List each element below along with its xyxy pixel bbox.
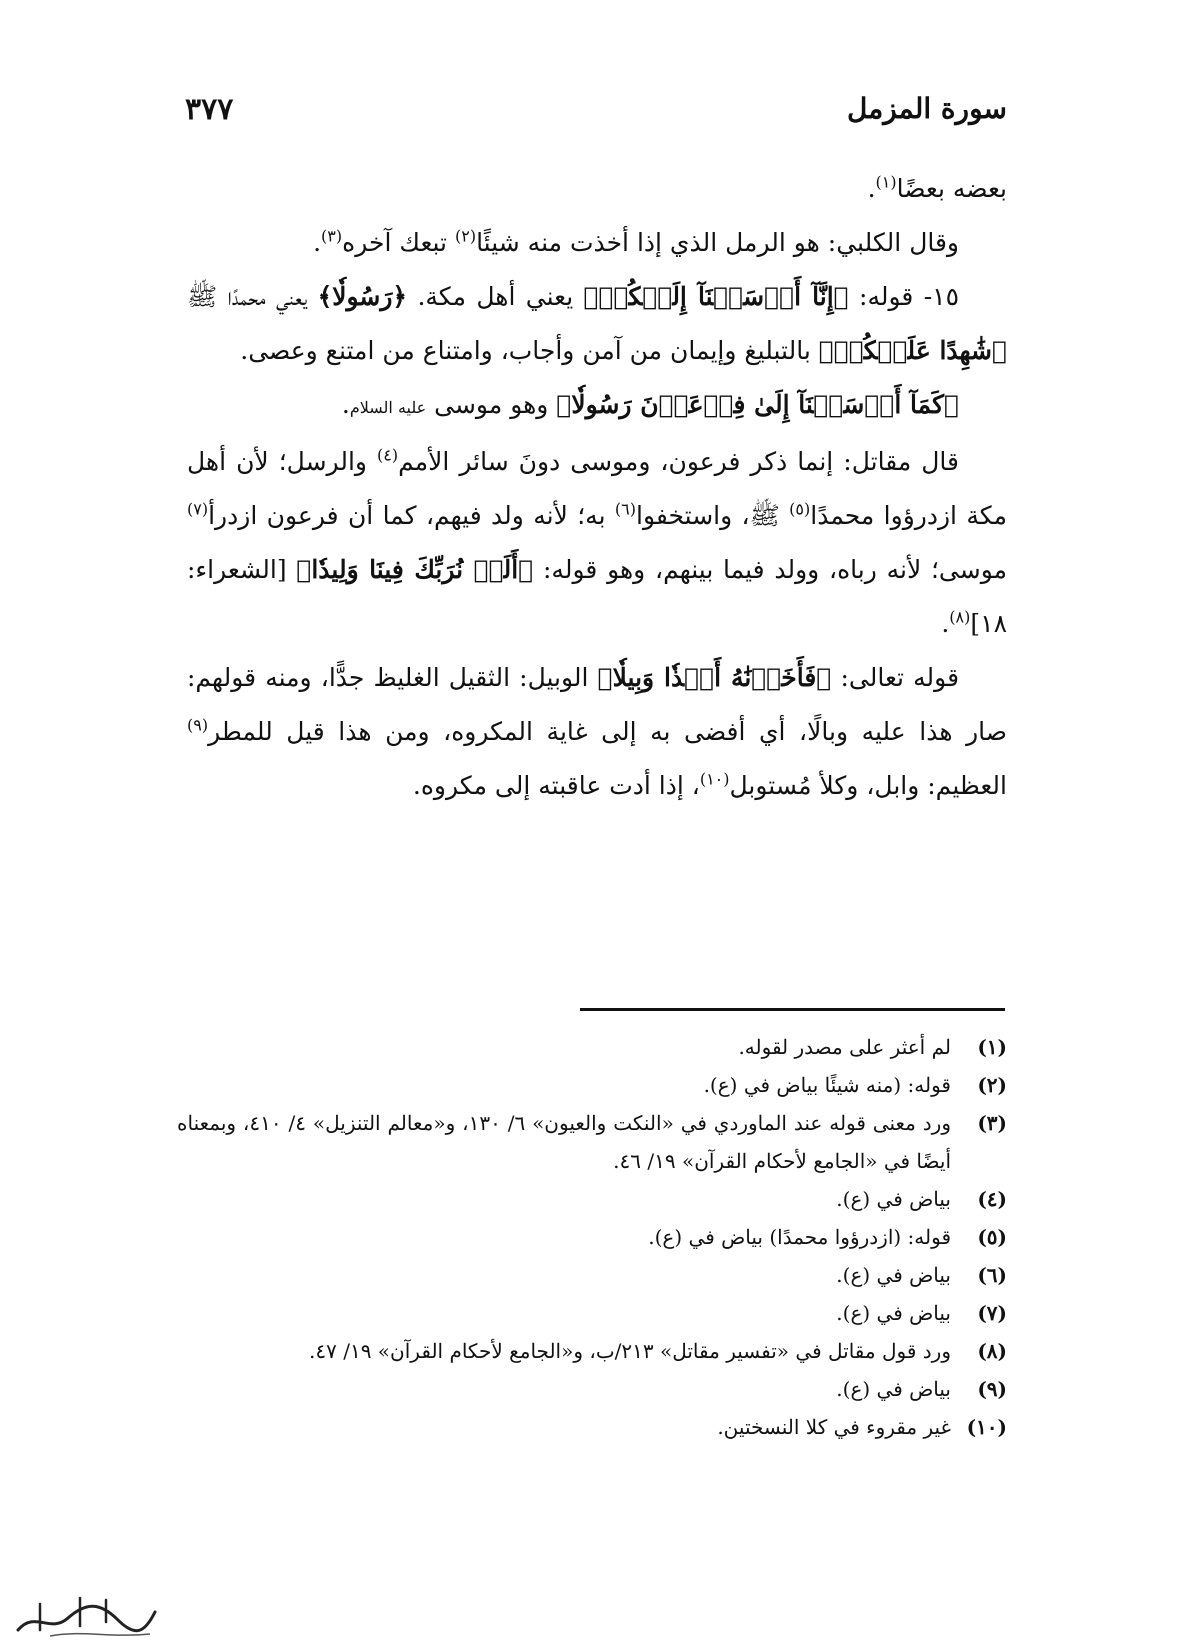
- footnote-number: (٩): [977, 1377, 1007, 1401]
- footnote-ref-1: (١): [875, 172, 897, 192]
- quran-quote: ﴿كَمَآ أَرۡسَلۡنَآ إِلَىٰ فِرۡعَوۡنَ رَسُولٗا﴾: [556, 390, 959, 419]
- text: تبعك آخره: [342, 228, 455, 257]
- text: قوله تعالى:: [831, 663, 960, 692]
- footnote: [177, 1332, 1007, 1370]
- footnote-ref-6: (٦): [614, 499, 636, 519]
- text: موسى؛ لأنه رباه، وولد فيما بينهم، وهو قوله:: [533, 555, 1007, 584]
- quran-quote: ﴿رَسُولٗا﴾: [317, 282, 408, 311]
- text: وهو موسى: [426, 390, 557, 419]
- footnote-ref-8: (٨): [949, 607, 971, 627]
- footnote-number: (٣): [977, 1111, 1007, 1135]
- text: .: [341, 390, 350, 419]
- footnote-ref-10: (١٠): [699, 769, 730, 789]
- footnote-text: بياض في (ع).: [836, 1263, 951, 1287]
- footnote-text: لم أعثر على مصدر لقوله.: [738, 1035, 951, 1059]
- text: العظيم: وابل، وكلأ مُستوبل: [729, 771, 1007, 800]
- text: يعني محمدًا: [217, 282, 318, 311]
- page-number: ٣٧٧: [185, 92, 234, 127]
- text: .: [313, 228, 322, 257]
- footnote-number: (١): [977, 1035, 1007, 1059]
- quran-quote: ﴿إِنَّآ أَرۡسَلۡنَآ إِلَيۡكُمۡ﴾: [583, 282, 849, 311]
- main-text: [187, 162, 1007, 813]
- text: بالتبليغ وإيمان من آمن وأجاب، وامتناع من امتنع وعصى.: [240, 336, 819, 365]
- footnote: [177, 1104, 1007, 1180]
- footnote-number: (٤): [977, 1187, 1007, 1211]
- text: يعني أهل مكة.: [407, 282, 584, 311]
- footnote-text: قوله: (منه شيئًا بياض في (ع).: [703, 1073, 951, 1097]
- footnote-text: بياض في (ع).: [836, 1187, 951, 1211]
- footnote-ref-7: (٧): [187, 499, 209, 519]
- quran-quote: ﴿شَٰهِدًا عَلَيۡكُمۡ﴾: [818, 336, 1007, 365]
- text: ١٥- قوله:: [848, 282, 959, 311]
- footnote: [177, 1256, 1007, 1294]
- footnote-text: غير مقروء في كلا النسختين.: [717, 1415, 951, 1439]
- footnote-ref-2: (٢): [454, 226, 477, 246]
- text: ، إذا أدت عاقبته إلى مكروه.: [412, 771, 700, 800]
- paragraph-1: [187, 162, 1007, 216]
- footnote: [177, 1370, 1007, 1408]
- text: ، واستخفوا: [636, 501, 750, 530]
- footnote: [177, 1180, 1007, 1218]
- footnote-ref-9: (٩): [187, 715, 209, 735]
- footnote: [177, 1408, 1007, 1446]
- footnote-number: (٨): [977, 1339, 1007, 1363]
- footnote: [177, 1066, 1007, 1104]
- surah-title: سورة المزمل: [846, 92, 1007, 125]
- publisher-logo: [10, 1590, 160, 1640]
- footnote-text: قوله: (ازدرؤوا محمدًا) بياض في (ع).: [648, 1225, 951, 1249]
- paragraph-3: [187, 270, 1007, 378]
- footnote: [177, 1294, 1007, 1332]
- text: الوبيل: الثقيل الغليظ جدًّا، ومنه قولهم: صار هذا عليه وبالًا، أي أفضى به إلى غاية المكروه، ومن هذا قيل للمطر: [187, 663, 1007, 746]
- footnote: [177, 1028, 1007, 1066]
- text: .: [867, 174, 876, 203]
- paragraph-5: [187, 435, 1007, 651]
- footnote-number: (٦): [977, 1263, 1007, 1287]
- text: قال مقاتل: إنما ذكر فرعون، وموسى دونَ سائر الأمم: [398, 447, 959, 476]
- footnote-text: ورد قول مقاتل في «تفسير مقاتل» ٢١٣/ب، و«الجامع لأحكام القرآن» ١٩/ ٤٧.: [309, 1339, 951, 1363]
- footnote-separator: [580, 1008, 1005, 1011]
- text: بعضه بعضًا: [896, 174, 1007, 203]
- text: به؛ لأنه ولد فيهم، كما أن فرعون ازدرأ: [208, 501, 615, 530]
- quran-quote: ﴿فَأَخَذۡنَٰهُ أَخۡذٗا وَبِيلٗا﴾: [597, 663, 832, 692]
- footnotes: [177, 1028, 1007, 1446]
- text: .: [941, 609, 950, 638]
- footnote-number: (٧): [977, 1301, 1007, 1325]
- salutation-glyph: ﷺ: [749, 501, 790, 530]
- text: [الشعراء: ١٨]: [187, 555, 1007, 638]
- footnote-number: (٢): [977, 1073, 1007, 1097]
- footnote: [177, 1218, 1007, 1256]
- paragraph-4: [187, 378, 1007, 435]
- paragraph-2: [187, 216, 1007, 270]
- salutation-glyph: ﷺ: [187, 282, 218, 311]
- footnote-ref-5: (٥): [789, 499, 811, 519]
- salutation-glyph: عليه السلام: [349, 398, 427, 417]
- quran-quote: ﴿أَلَمۡ نُرَبِّكَ فِينَا وَلِيدٗا﴾: [296, 555, 534, 584]
- paragraph-6: [187, 651, 1007, 813]
- text: وقال الكلبي: هو الرمل الذي إذا أخذت منه شيئًا: [476, 228, 959, 257]
- footnote-text: ورد معنى قوله عند الماوردي في «النكت والعيون» ٦/ ١٣٠، و«معالم التنزيل» ٤/ ٤١٠، وبمعناه أيضًا في «الجامع لأحكام القرآن» ١٩/ ٤٦.: [177, 1111, 951, 1173]
- footnote-ref-4: (٤): [376, 445, 399, 465]
- footnote-text: بياض في (ع).: [836, 1377, 951, 1401]
- text: والرسل؛ لأن أهل مكة ازدرؤوا محمدًا: [187, 447, 1007, 530]
- footnote-ref-3: (٣): [321, 226, 343, 246]
- footnote-number: (١٠): [966, 1415, 1007, 1439]
- footnote-text: بياض في (ع).: [836, 1301, 951, 1325]
- footnote-number: (٥): [977, 1225, 1007, 1249]
